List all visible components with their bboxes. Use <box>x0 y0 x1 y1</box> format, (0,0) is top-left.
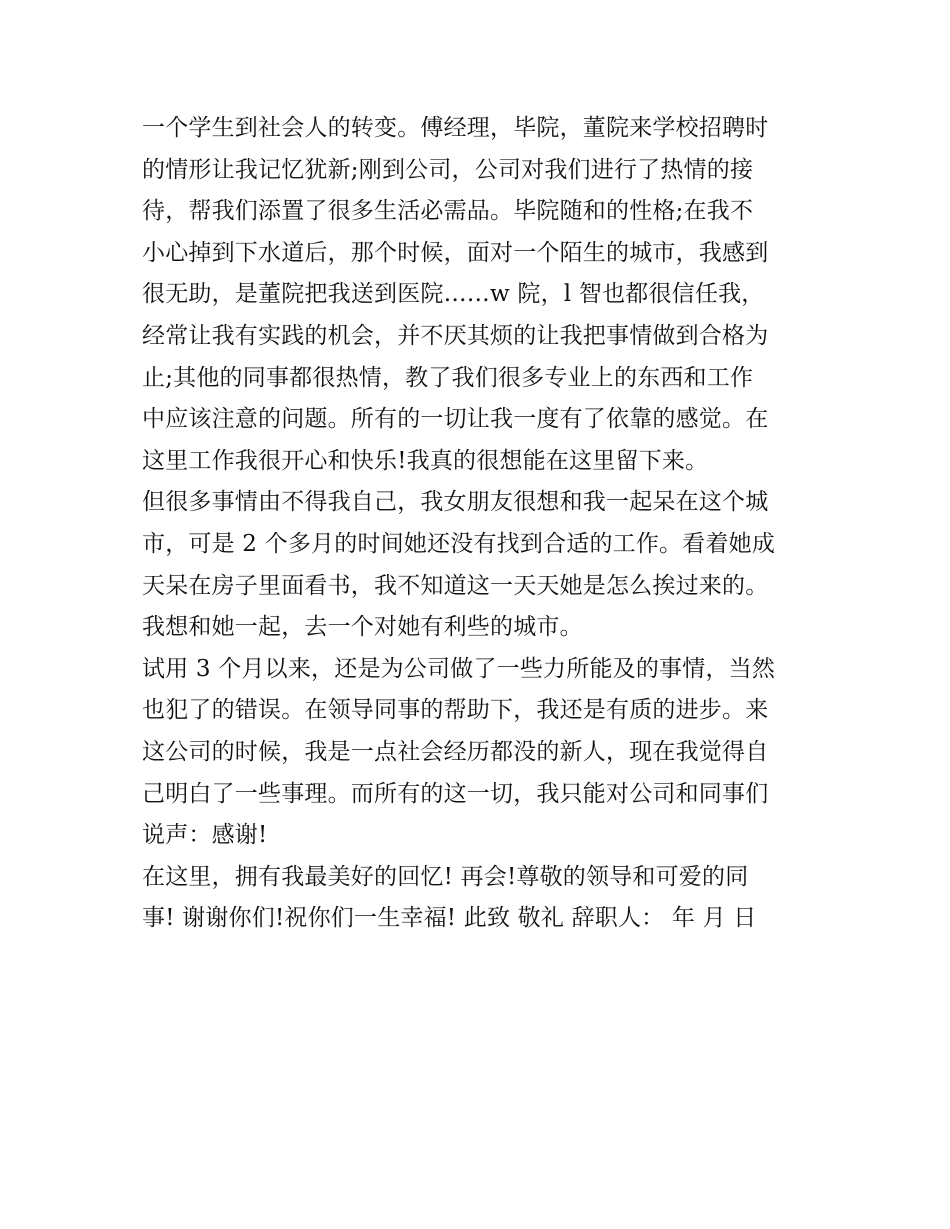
text-line: 这里工作我很开心和快乐!我真的很想能在这里留下来。 <box>142 447 709 474</box>
text-line: 在这里，拥有我最美好的回忆! 再会!尊敬的领导和可爱的同 <box>142 863 749 890</box>
text-line: 也犯了的错误。在领导同事的帮助下，我还是有质的进步。来 <box>142 697 769 724</box>
text-line: 我想和她一起，去一个对她有利些的城市。 <box>142 614 583 641</box>
text-line: 小心掉到下水道后，那个时候，面对一个陌生的城市，我感到 <box>142 239 769 266</box>
text-line: 事! 谢谢你们!祝你们一生幸福! 此致 敬礼 辞职人： 年 月 日 <box>142 905 757 932</box>
text-line: 很无助，是董院把我送到医院……w 院，l 智也都很信任我， <box>142 281 765 308</box>
text-line: 中应该注意的问题。所有的一切让我一度有了依靠的感觉。在 <box>142 406 769 433</box>
text-line: 说声：感谢! <box>142 822 268 849</box>
text-line: 止;其他的同事都很热情，教了我们很多专业上的东西和工作 <box>142 364 754 391</box>
letter-body <box>142 108 822 940</box>
text-line: 试用 3 个月以来，还是为公司做了一些力所能及的事情，当然 <box>142 655 776 682</box>
text-line: 己明白了一些事理。而所有的这一切，我只能对公司和同事们 <box>142 780 769 807</box>
text-line: 这公司的时候，我是一点社会经历都没的新人，现在我觉得自 <box>142 738 769 765</box>
text-line: 待，帮我们添置了很多生活必需品。毕院随和的性格;在我不 <box>142 198 754 225</box>
text-line: 但很多事情由不得我自己，我女朋友很想和我一起呆在这个城 <box>142 489 769 516</box>
text-line: 市，可是 2 个多月的时间她还没有找到合适的工作。看着她成 <box>142 530 776 557</box>
text-line: 一个学生到社会人的转变。傅经理，毕院，董院来学校招聘时 <box>142 115 769 141</box>
text-line: 天呆在房子里面看书，我不知道这一天天她是怎么挨过来的。 <box>142 572 769 599</box>
text-line: 的情形让我记忆犹新;刚到公司，公司对我们进行了热情的接 <box>142 156 754 183</box>
text-line: 经常让我有实践的机会，并不厌其烦的让我把事情做到合格为 <box>142 322 769 349</box>
